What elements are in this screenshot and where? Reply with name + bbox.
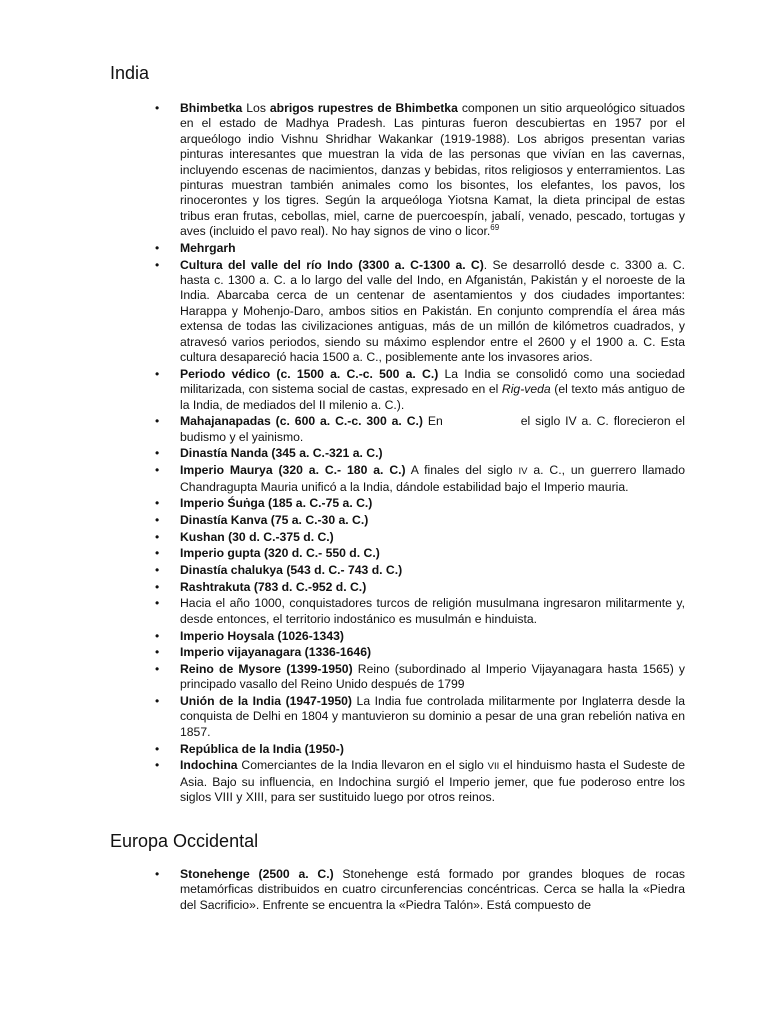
list-item-bhimbetka: • Bhimbetka Los abrigos rupestres de Bhimbetka componen un sitio arqueológico situados en el estado de Madhya Pradesh. Las pinturas fueron descubiertas en 1957 por el arqueólogo indio Vishnu Shridhar Wakankar (1919-1988). Los abrigos presentan varias pinturas interesantes que muestran la vida de las personas que vivían en las cavernas, incluyendo escenas de nacimientos, danzas y bebidas, ritos religiosos y enterramientos. Las pinturas muestran también animales como los bisontes, los elefantes, los pavos, los rinocerontes y los tigres. Según la arqueóloga Yiotsna Kamat, la dieta principal de estas tribus eran frutas, cebollas, miel, carne de puercoespín, jabalí, venado, pescado, tortugas y aves (incluido el pavo real). No hay signos de vino o licor.$^{69}$ bbox=[155, 101, 685, 240]
footnote-ref: 69 bbox=[490, 223, 500, 233]
list-item-kushan: • Kushan (30 d. C.-375 d. C.) bbox=[155, 530, 685, 545]
list-item-rashtrakuta: • Rashtrakuta (783 d. C.-952 d. C.) bbox=[155, 580, 685, 595]
section-heading-europa: Europa Occidental bbox=[110, 831, 259, 851]
list-item-vijayanagara: • Imperio vijayanagara (1336-1646) bbox=[155, 645, 685, 660]
list-item-gupta: • Imperio gupta (320 d. C.- 550 d. C.) bbox=[155, 546, 685, 561]
list-item-ano-1000: • Hacia el año 1000, conquistadores turcos de religión musulmana ingresaron militarmente y, desde entonces, el territorio indostánico es musulmán e hinduista. bbox=[155, 596, 685, 627]
list-item-sunga: • Imperio Śuṅga (185 a. C.-75 a. C.) bbox=[155, 496, 685, 511]
list-item-mehrgarh: • Mehrgarh bbox=[155, 241, 685, 256]
list-item-indochina: • Indochina Comerciantes de la India llevaron en el siglo VII el hinduismo hasta el Sudeste de Asia. Bajo su influencia, en Indochina surgió el Imperio jemer, que fue poderoso entre los siglos VIII y XIII, para ser sustituido luego por otros reinos. bbox=[155, 758, 685, 805]
list-item-vedico: • Periodo védico (c. 1500 a. C.-c. 500 a. C.) La India se consolidó como una sociedad militarizada, con sistema social de castas, expresado en el Rig-veda (el texto más antiguo de la India, de mediados del II milenio a. C.). bbox=[155, 367, 685, 413]
list-item-indo: • Cultura del valle del río Indo (3300 a. C-1300 a. C). Se desarrolló desde c. 3300 a. C. hasta c. 1300 a. C. a lo largo del valle del Indo, en Afganistán, Pakistán y el noroeste de la India. Abarcaba cerca de un centenar de asentamientos y dos ciudades importantes: Harappa y Mohenjo-Daro, ambos sitios en Pakistán. En conjunto comprendía el área más extensa de todas las civilizaciones antiguas, más de un millón de kilómetros cuadrados, y atravesó varios periodos, siendo su máximo esplendor entre el 2600 y el 1900 a. C. Esta cultura desapareció hacia 1500 a. C., posiblemente ante los invasores arios. bbox=[155, 258, 685, 366]
list-item-kanva: • Dinastía Kanva (75 a. C.-30 a. C.) bbox=[155, 513, 685, 528]
list-item-chalukya: • Dinastía chalukya (543 d. C.- 743 d. C.) bbox=[155, 563, 685, 578]
list-item-stonehenge: • Stonehenge (2500 a. C.) Stonehenge está formado por grandes bloques de rocas metamórficas distribuidos en cuatro circunferencias concéntricas. Cerca se halla la «Piedra del Sacrificio». Enfrente se encuentra la «Piedra Talón». Está compuesto de bbox=[155, 867, 685, 913]
list-item-nanda: • Dinastía Nanda (345 a. C.-321 a. C.) bbox=[155, 446, 685, 461]
list-item-union: • Unión de la India (1947-1950) La India fue controlada militarmente por Inglaterra desde la conquista de Delhi en 1804 y mantuvieron su dominio a pesar de una gran rebelión nativa en 1857. bbox=[155, 694, 685, 740]
section-heading-india: India bbox=[110, 63, 150, 83]
europa-list bbox=[155, 867, 685, 915]
list-item-mysore: • Reino de Mysore (1399-1950) Reino (subordinado al Imperio Vijayanagara hasta 1565) y principado vasallo del Reino Unido después de 1799 bbox=[155, 662, 685, 693]
list-item-hoysala: • Imperio Hoysala (1026-1343) bbox=[155, 629, 685, 644]
india-list bbox=[155, 101, 685, 807]
list-item-mahajanapadas: • Mahajanapadas (c. 600 a. C.-c. 300 a. C.) En el siglo IV a. C. florecieron el budismo y el yainismo. bbox=[155, 414, 685, 445]
list-item-republica: • República de la India (1950-) bbox=[155, 742, 685, 757]
list-item-maurya: • Imperio Maurya (320 a. C.- 180 a. C.) A finales del siglo IV a. C., un guerrero llamado Chandragupta Mauria unificó a la India, dándole estabilidad bajo el Imperio mauria. bbox=[155, 463, 685, 495]
